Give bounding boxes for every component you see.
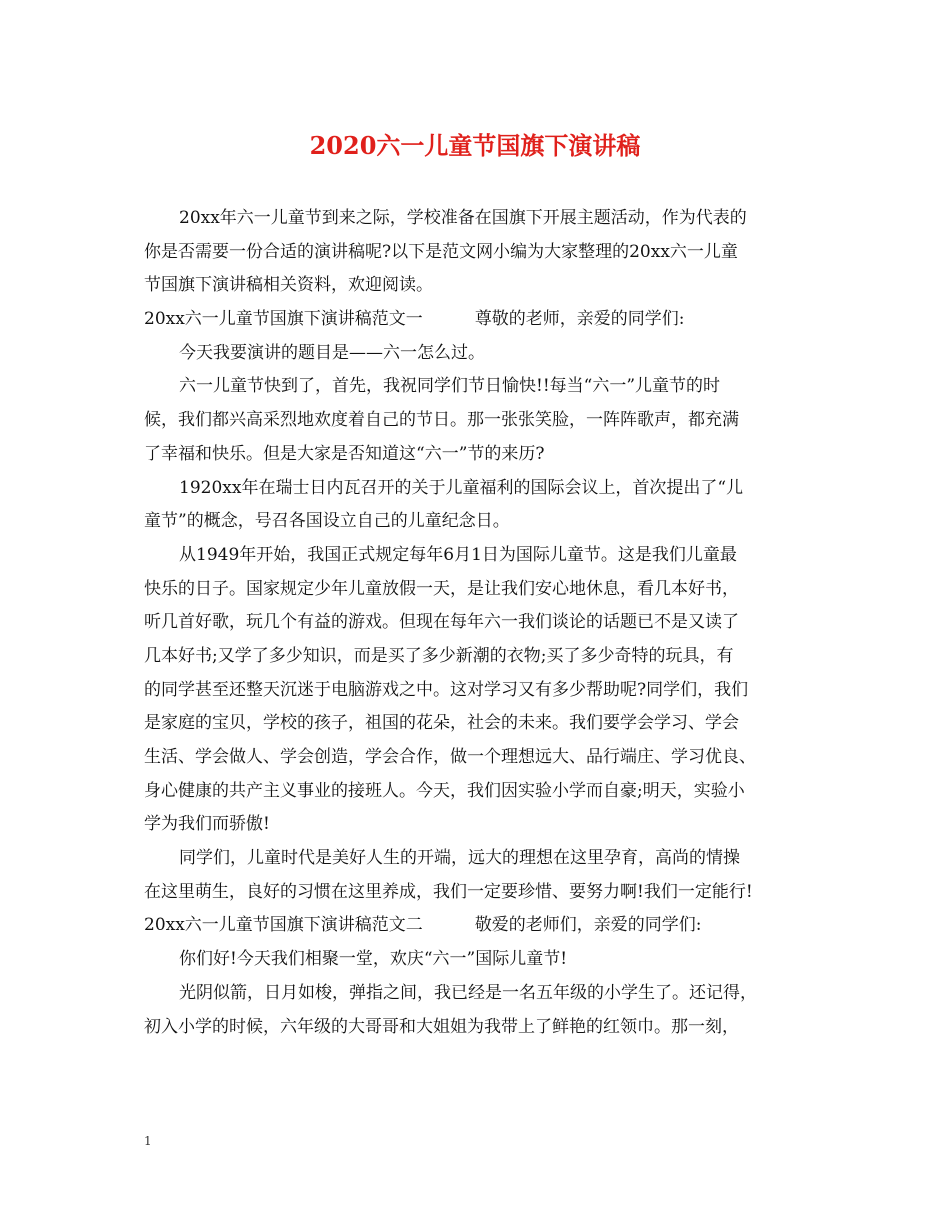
text-line — [144, 606, 824, 640]
text-line — [144, 472, 824, 506]
text-line-content: 童节”的概念，号召各国设立自己的儿童纪念日。 — [144, 511, 510, 532]
text-line — [144, 404, 824, 438]
text-line-content: 几本好书;又学了多少知识，而是买了多少新潮的衣物;买了多少奇特的玩具，有 — [144, 645, 734, 666]
document-title: 2020六一儿童节国旗下演讲稿 — [309, 131, 641, 160]
text-line — [144, 842, 824, 876]
text-line — [144, 775, 824, 809]
text-line-content: 同学们，儿童时代是美好人生的开端，远大的理想在这里孕育，高尚的情操 — [179, 848, 740, 869]
text-line — [144, 808, 824, 842]
text-line — [144, 977, 824, 1011]
text-line-content: 学为我们而骄傲! — [144, 814, 270, 835]
text-line-content: 20xx六一儿童节国旗下演讲稿范文二 — [144, 915, 423, 936]
text-line-content: 的同学甚至还整天沉迷于电脑游戏之中。这对学习又有多少帮助呢?同学们，我们 — [144, 679, 749, 700]
text-line — [144, 741, 824, 775]
text-line — [144, 573, 824, 607]
text-line — [144, 943, 824, 977]
text-line — [144, 876, 824, 910]
text-line — [144, 438, 824, 472]
text-line-content: 生活、学会做人、学会创造，学会合作，做一个理想远大、品行端庄、学习优良、 — [144, 747, 756, 767]
text-line — [144, 337, 824, 371]
text-line — [144, 640, 824, 674]
text-line — [144, 370, 824, 404]
text-line-content: 你是否需要一份合适的演讲稿呢?以下是范文网小编为大家整理的20xx六一儿童 — [144, 241, 738, 262]
salutation: 敬爱的老师们，亲爱的同学们: — [474, 915, 702, 936]
text-line-content: 20xx年六一儿童节到来之际，学校准备在国旗下开展主题活动，作为代表的 — [179, 208, 747, 228]
text-line-content: 是家庭的宝贝，学校的孩子，祖国的花朵，社会的未来。我们要学会学习、学会 — [144, 713, 739, 734]
text-line-content: 节国旗下演讲稿相关资料，欢迎阅读。 — [144, 275, 433, 296]
text-line — [144, 707, 824, 741]
text-line — [144, 539, 824, 573]
text-line — [144, 202, 824, 236]
text-line — [144, 505, 824, 539]
text-line-content: 候，我们都兴高采烈地欢度着自己的节日。那一张张笑脸，一阵阵歌声，都充满 — [144, 410, 739, 431]
text-line-content: 听几首好歌，玩几个有益的游戏。但现在每年六一我们谈论的话题已不是又读了 — [144, 612, 739, 633]
text-line-content: 快乐的日子。国家规定少年儿童放假一天，是让我们安心地休息，看几本好书， — [144, 578, 739, 599]
text-line — [144, 236, 824, 270]
document-body — [144, 202, 824, 1044]
text-line-content: 在这里萌生，良好的习惯在这里养成，我们一定要珍惜、要努力啊!我们一定能行! — [144, 881, 753, 902]
text-line — [144, 269, 824, 303]
text-line — [144, 909, 824, 943]
text-line-content: 身心健康的共产主义事业的接班人。今天，我们因实验小学而自豪;明天，实验小 — [144, 780, 745, 801]
text-line-content: 从1949年开始，我国正式规定每年6月1日为国际儿童节。这是我们儿童最 — [179, 544, 737, 565]
text-line-content: 你们好!今天我们相聚一堂，欢庆“六一”国际儿童节! — [179, 949, 568, 970]
text-line — [144, 303, 824, 337]
text-line-content: 光阴似箭，日月如梭，弹指之间，我已经是一名五年级的小学生了。还记得， — [179, 982, 757, 1003]
text-line — [144, 674, 824, 708]
text-line-content: 了幸福和快乐。但是大家是否知道这“六一”节的来历? — [144, 443, 545, 464]
page-number: 1 — [144, 1134, 152, 1148]
text-line-content: 20xx六一儿童节国旗下演讲稿范文一 — [144, 309, 423, 330]
text-line-content: 今天我要演讲的题目是——六一怎么过。 — [179, 342, 485, 363]
text-line — [144, 1011, 824, 1045]
text-line-content: 1920xx年在瑞士日内瓦召开的关于儿童福利的国际会议上，首次提出了“儿 — [179, 477, 744, 498]
salutation: 尊敬的老师，亲爱的同学们: — [474, 309, 685, 330]
text-line-content: 六一儿童节快到了，首先，我祝同学们节日愉快!!每当“六一”儿童节的时 — [179, 376, 721, 397]
text-line-content: 初入小学的时候，六年级的大哥哥和大姐姐为我带上了鲜艳的红领巾。那一刻， — [144, 1016, 739, 1037]
